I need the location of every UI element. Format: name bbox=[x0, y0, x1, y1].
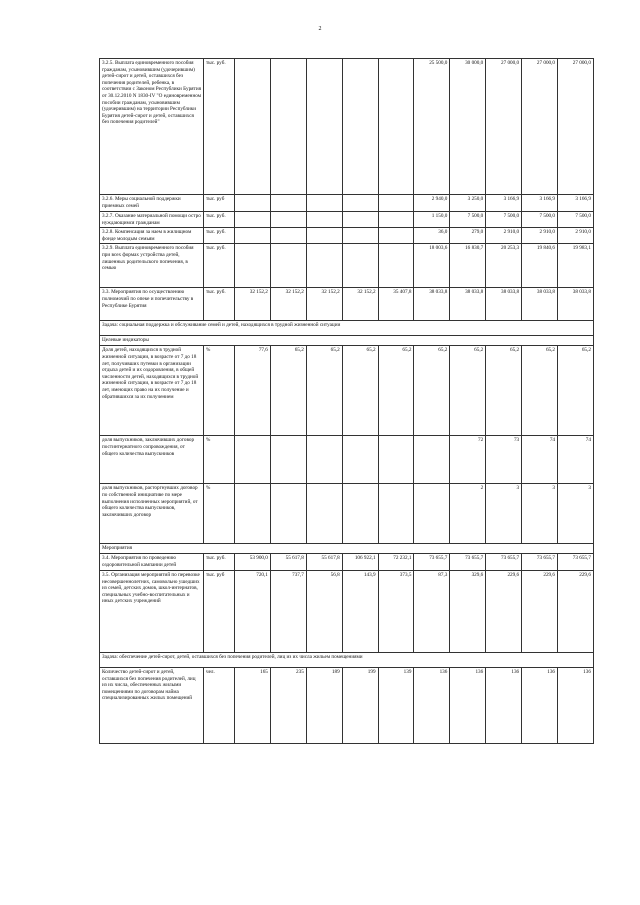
program-indicators-table bbox=[99, 58, 594, 744]
value-cell bbox=[306, 195, 342, 212]
value-cell: 55 617,8 bbox=[270, 553, 306, 570]
value-cell bbox=[306, 59, 342, 195]
value-cell bbox=[306, 228, 342, 244]
value-cell: 7 500,0 bbox=[450, 212, 486, 228]
section-row bbox=[100, 544, 594, 554]
value-cell bbox=[235, 436, 271, 484]
table-row bbox=[100, 667, 594, 743]
row-label: 3.2.9. Выплата единовременного пособия при всех формах устройства детей, лишенных родительского попечения, в семью bbox=[100, 244, 204, 288]
value-cell bbox=[414, 436, 450, 484]
table-row bbox=[100, 288, 594, 321]
value-cell: 189 bbox=[306, 667, 342, 743]
value-cell bbox=[235, 484, 271, 544]
value-cell: 2 910,0 bbox=[522, 228, 558, 244]
value-cell: 19 840,6 bbox=[522, 244, 558, 288]
row-unit: тыс. руб. bbox=[204, 553, 235, 570]
section-heading: Целевые индикаторы bbox=[100, 336, 594, 346]
value-cell: 53 900,0 bbox=[235, 553, 271, 570]
value-cell: 65,2 bbox=[414, 346, 450, 436]
value-cell: 20 253,3 bbox=[486, 244, 522, 288]
value-cell bbox=[235, 59, 271, 195]
value-cell: 329,6 bbox=[450, 570, 486, 652]
value-cell bbox=[235, 244, 271, 288]
row-unit: % bbox=[204, 346, 235, 436]
value-cell: 32 152,2 bbox=[235, 288, 271, 321]
value-cell: 7 500,0 bbox=[486, 212, 522, 228]
value-cell: 2 910,0 bbox=[558, 228, 594, 244]
value-cell: 27 000,0 bbox=[558, 59, 594, 195]
value-cell bbox=[270, 484, 306, 544]
value-cell: 73 655,7 bbox=[450, 553, 486, 570]
row-unit: чел. bbox=[204, 667, 235, 743]
value-cell: 19 983,1 bbox=[558, 244, 594, 288]
row-unit: тыс. руб. bbox=[204, 244, 235, 288]
row-unit: % bbox=[204, 484, 235, 544]
row-label: 3.2.5. Выплата единовременного пособия гражданам, усыновившим (удочерившим) детей-сирот и детей, оставшихся без попечения родителей, ребенка, в соответствии с Законом Республики Бурятия от 30.12.2010 N 1830-IV "О единовременном пособии гражданам, усыновившим (удочерившим) на территории Республики Бурятия детей-сирот и детей, оставшихся без попечения родителей" bbox=[100, 59, 204, 195]
value-cell: 3 166,9 bbox=[558, 195, 594, 212]
value-cell: 32 152,2 bbox=[270, 288, 306, 321]
value-cell bbox=[378, 436, 414, 484]
value-cell: 87,3 bbox=[414, 570, 450, 652]
value-cell: 165 bbox=[235, 667, 271, 743]
value-cell: 136 bbox=[450, 667, 486, 743]
value-cell: 65,2 bbox=[450, 346, 486, 436]
row-label: Доля детей, находящихся в трудной жизненной ситуации, в возрасте от 7 до 18 лет, получивших путевки в организации отдыха детей и их оздоровления, в общей численности детей, находящихся в трудной жизненной ситуации, в возрасте от 7 до 18 лет, имеющих право на их получение и обратившихся за их получением bbox=[100, 346, 204, 436]
value-cell bbox=[306, 244, 342, 288]
value-cell: 229,6 bbox=[486, 570, 522, 652]
value-cell bbox=[270, 244, 306, 288]
row-label: 3.2.6. Меры социальной поддержки приемных семей bbox=[100, 195, 204, 212]
table-row bbox=[100, 484, 594, 544]
value-cell: 38 033,8 bbox=[486, 288, 522, 321]
value-cell: 32 152,2 bbox=[306, 288, 342, 321]
value-cell bbox=[235, 212, 271, 228]
value-cell bbox=[235, 195, 271, 212]
row-label: 3.2.7. Оказание материальной помощи остро нуждающимся гражданам bbox=[100, 212, 204, 228]
value-cell: 229,6 bbox=[522, 570, 558, 652]
value-cell: 74 bbox=[558, 436, 594, 484]
value-cell: 1 150,0 bbox=[414, 212, 450, 228]
section-heading: Задача: обеспечение детей-сирот, детей, оставшихся без попечения родителей, лиц из их числа жильем помещениями bbox=[100, 652, 594, 667]
value-cell bbox=[342, 244, 378, 288]
value-cell bbox=[270, 228, 306, 244]
value-cell bbox=[414, 484, 450, 544]
value-cell: 199 bbox=[342, 667, 378, 743]
section-row bbox=[100, 321, 594, 336]
table-row bbox=[100, 436, 594, 484]
value-cell: 27 000,0 bbox=[522, 59, 558, 195]
value-cell: 139 bbox=[378, 667, 414, 743]
table-row bbox=[100, 553, 594, 570]
value-cell: 65,2 bbox=[306, 346, 342, 436]
value-cell bbox=[378, 244, 414, 288]
value-cell bbox=[378, 228, 414, 244]
row-label: 3.3. Мероприятия по осуществлению полномочий по опеке и попечительству в Республике Бурятия bbox=[100, 288, 204, 321]
value-cell bbox=[342, 228, 378, 244]
section-heading: Задача: социальная поддержка и обслуживание семей и детей, находящихся в трудной жизненной ситуации bbox=[100, 321, 594, 336]
value-cell: 25 500,0 bbox=[414, 59, 450, 195]
value-cell: 56,8 bbox=[306, 570, 342, 652]
row-unit: тыс. руб. bbox=[204, 288, 235, 321]
table-row bbox=[100, 212, 594, 228]
value-cell bbox=[306, 436, 342, 484]
value-cell: 73 655,7 bbox=[522, 553, 558, 570]
value-cell: 2 940,0 bbox=[414, 195, 450, 212]
value-cell: 38 033,8 bbox=[558, 288, 594, 321]
value-cell: 16 830,7 bbox=[450, 244, 486, 288]
row-unit: тыс. руб. bbox=[204, 59, 235, 195]
value-cell: 106 922,1 bbox=[342, 553, 378, 570]
value-cell bbox=[342, 436, 378, 484]
value-cell bbox=[306, 212, 342, 228]
value-cell: 18 003,6 bbox=[414, 244, 450, 288]
value-cell bbox=[342, 484, 378, 544]
table-row bbox=[100, 570, 594, 652]
row-label: доля выпускников, расторгнувших договор по собственной инициативе по мере выполнения исполненных мероприятий, от общего количества выпускников, заключивших договор bbox=[100, 484, 204, 544]
value-cell: 74 bbox=[522, 436, 558, 484]
value-cell: 72 bbox=[450, 436, 486, 484]
value-cell: 2 910,0 bbox=[486, 228, 522, 244]
value-cell: 73 655,7 bbox=[486, 553, 522, 570]
value-cell bbox=[342, 212, 378, 228]
value-cell bbox=[270, 59, 306, 195]
value-cell: 235 bbox=[270, 667, 306, 743]
row-label: доля выпускников, заключивших договор постинтернатного сопровождения, от общего количества выпускников bbox=[100, 436, 204, 484]
row-unit: тыс. руб bbox=[204, 570, 235, 652]
value-cell: 38 033,8 bbox=[450, 288, 486, 321]
value-cell: 279,0 bbox=[450, 228, 486, 244]
value-cell: 3 bbox=[522, 484, 558, 544]
row-label: Количество детей-сирот и детей, оставшихся без попечения родителей, лиц из их числа, обеспеченных жилыми помещениями по договорам найма специализированных жилых помещений bbox=[100, 667, 204, 743]
value-cell: 65,2 bbox=[378, 346, 414, 436]
value-cell: 7 500,0 bbox=[522, 212, 558, 228]
table-row bbox=[100, 59, 594, 195]
value-cell: 136 bbox=[414, 667, 450, 743]
row-unit: тыс. руб. bbox=[204, 228, 235, 244]
value-cell: 38 033,8 bbox=[522, 288, 558, 321]
value-cell bbox=[235, 228, 271, 244]
value-cell: 65,2 bbox=[522, 346, 558, 436]
value-cell: 73 bbox=[486, 436, 522, 484]
value-cell bbox=[270, 436, 306, 484]
value-cell: 55 617,8 bbox=[306, 553, 342, 570]
value-cell: 136 bbox=[558, 667, 594, 743]
value-cell: 38 033,8 bbox=[414, 288, 450, 321]
value-cell: 136 bbox=[522, 667, 558, 743]
value-cell bbox=[378, 195, 414, 212]
row-unit: % bbox=[204, 436, 235, 484]
value-cell: 3 166,9 bbox=[486, 195, 522, 212]
value-cell: 373,5 bbox=[378, 570, 414, 652]
value-cell: 2 bbox=[450, 484, 486, 544]
section-row bbox=[100, 336, 594, 346]
value-cell: 65,2 bbox=[270, 346, 306, 436]
table-row bbox=[100, 346, 594, 436]
table-row bbox=[100, 228, 594, 244]
value-cell: 3 166,9 bbox=[522, 195, 558, 212]
value-cell: 65,2 bbox=[486, 346, 522, 436]
section-row bbox=[100, 652, 594, 667]
row-unit: тыс. руб. bbox=[204, 212, 235, 228]
value-cell: 3 250,0 bbox=[450, 195, 486, 212]
value-cell: 720,1 bbox=[235, 570, 271, 652]
value-cell: 7 500,0 bbox=[558, 212, 594, 228]
value-cell: 65,2 bbox=[342, 346, 378, 436]
value-cell: 65,2 bbox=[558, 346, 594, 436]
value-cell: 72 232,1 bbox=[378, 553, 414, 570]
table-row bbox=[100, 244, 594, 288]
value-cell: 27 000,0 bbox=[486, 59, 522, 195]
section-heading: Мероприятия bbox=[100, 544, 594, 554]
value-cell: 35 407,8 bbox=[378, 288, 414, 321]
value-cell: 737,7 bbox=[270, 570, 306, 652]
value-cell bbox=[270, 212, 306, 228]
page-number: 2 bbox=[318, 26, 322, 32]
row-label: 3.4. Мероприятия по проведению оздоровительной кампании детей bbox=[100, 553, 204, 570]
value-cell: 32 152,2 bbox=[342, 288, 378, 321]
value-cell bbox=[378, 484, 414, 544]
value-cell: 77,6 bbox=[235, 346, 271, 436]
row-unit: тыс. руб bbox=[204, 195, 235, 212]
value-cell bbox=[342, 195, 378, 212]
value-cell: 36,0 bbox=[414, 228, 450, 244]
value-cell bbox=[270, 195, 306, 212]
value-cell: 229,6 bbox=[558, 570, 594, 652]
value-cell: 73 655,7 bbox=[558, 553, 594, 570]
value-cell: 30 000,0 bbox=[450, 59, 486, 195]
value-cell: 3 bbox=[558, 484, 594, 544]
value-cell bbox=[306, 484, 342, 544]
value-cell bbox=[378, 59, 414, 195]
value-cell: 143,9 bbox=[342, 570, 378, 652]
value-cell: 3 bbox=[486, 484, 522, 544]
row-label: 3.5. Организация мероприятий по перевозке несовершеннолетних, самовольно ушедших из семей, детских домов, школ-интернатов, специальных учебно-воспитательных и иных детских учреждений bbox=[100, 570, 204, 652]
value-cell: 73 655,7 bbox=[414, 553, 450, 570]
value-cell bbox=[378, 212, 414, 228]
table-row bbox=[100, 195, 594, 212]
value-cell bbox=[342, 59, 378, 195]
row-label: 3.2.8. Компенсация за наем в жилищном фонде молодым семьям bbox=[100, 228, 204, 244]
value-cell: 136 bbox=[486, 667, 522, 743]
